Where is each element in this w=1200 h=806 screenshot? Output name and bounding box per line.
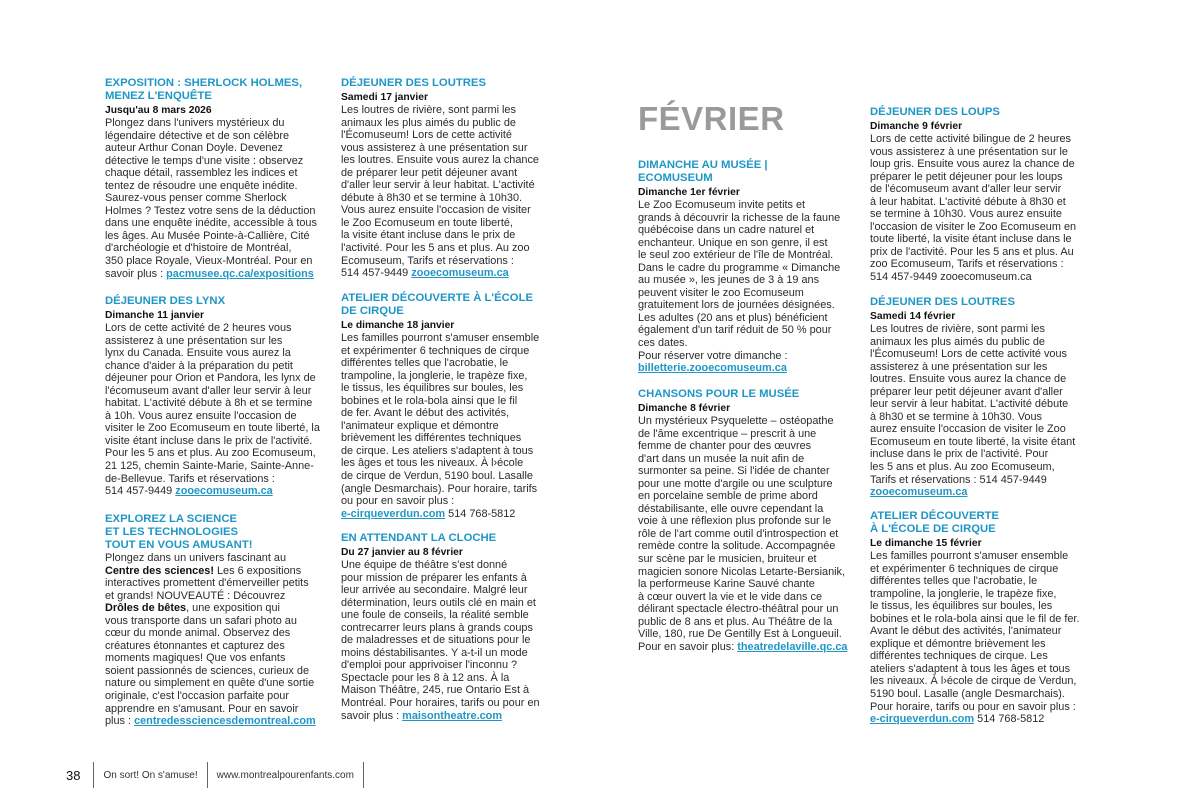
event-sherlock — [105, 77, 337, 280]
event-loups — [870, 106, 1102, 284]
event-date: Dimanche 9 février — [870, 121, 963, 132]
event-date: Dimanche 11 janvier — [105, 310, 205, 321]
event-body: Lors de cette activité de 2 heures vous assisterez à une présentation sur les lynx du Canada. Ensuite vous aurez la chance d'aider à la préparation du petit déjeuner pour Orion et Pandora, les lynx de l'écomuseum avant d'aller leur servir à leur habitat. L'activité débute à 8h et se termine à 10h. Vous aurez ensuite l'occasion de visiter le Zoo Ecomuseum en toute liberté, la visite étant incluse dans le prix de l'activité. Pour les 5 ans et plus. Au zoo Ecomuseum, 21 125, chemin Sainte-Marie, Sainte-Anne- de-Bellevue. Tarifs et réservations : 514 457-9449 zooecomuseum.ca — [105, 322, 320, 498]
event-date: Samedi 14 février — [870, 311, 956, 322]
cloche-link[interactable]: maisontheatre.com — [402, 709, 503, 722]
dimanche-musee-link[interactable]: billetterie.zooecomuseum.ca — [638, 362, 787, 375]
event-cirque-janvier — [341, 292, 573, 520]
event-body: Les familles pourront s'amuser ensemble et expérimenter 6 techniques de cirque différentes telles que l'acrobatie, le trampoline, la jonglerie, le trapèze fixe, le tissus, les équilibres sur boules, les bobines et le rola-bola ainsi que le fil de fer. Avant le début des activités, l'animateur explique et démontre brièvement les différentes techniques de cirque. Les ateliers s'adaptent à tous les âges et tous les niveaux. À l›école de cirque de Verdun, 5190 boul. Lasalle (angle Desmarchais). Pour horaire, tarifs ou pour en savoir plus : e-cirqueverdun.com 514 768-5812 — [870, 550, 1080, 726]
loutres-janvier-link[interactable]: zooecomuseum.ca — [411, 267, 509, 280]
event-title: EXPLOREZ LA SCIENCE ET LES TECHNOLOGIES TOUT EN VOUS AMUSANT! — [105, 513, 253, 551]
event-loutres-fevrier — [870, 296, 1102, 499]
footer-divider — [363, 762, 364, 788]
event-date: Jusqu'au 8 mars 2026 — [105, 105, 212, 116]
loutres-fevrier-link[interactable]: zooecomuseum.ca — [870, 486, 968, 499]
footer-tagline: On sort! On s'amuse! — [103, 769, 198, 781]
event-body: Le Zoo Ecomuseum invite petits et grands à découvrir la richesse de la faune québécoise dans un cadre naturel et enchanteur. Unique en son genre, il est le seul zoo extérieur de l'île de Montréal. Dans le cadre du programme « Dimanche au musée », les jeunes de 3 à 19 ans peuvent visiter le zoo Ecomuseum gratuitement lors de journées désignées. Les adultes (20 ans et plus) bénéficient également d'un tarif réduit de 50 % pour ces dates. Pour réserver votre dimanche : billetterie.zooecomuseum.ca — [638, 199, 841, 375]
event-body: Plongez dans l'univers mystérieux du légendaire détective et de son célèbre auteur Arthur Conan Doyle. Devenez détective le temps d'une visite : observez chaque détail, rassemblez les indices et tentez de résoudre une enquête inédite. Saurez-vous penser comme Sherlock Holmes ? Testez votre sens de la déduction dans une enquête inédite, accessible à tous les âges. Au Musée Pointe-à-Callière, Cité d'archéologie et d'histoire de Montréal, 350 place Royale, Vieux-Montréal. Pour en savoir plus : pacmusee.qc.ca/expositions — [105, 117, 317, 280]
lynx-link[interactable]: zooecomuseum.ca — [175, 485, 273, 498]
event-chansons — [638, 388, 870, 653]
chansons-link[interactable]: theatredelaville.qc.ca — [737, 640, 848, 653]
event-title: DÉJEUNER DES LOUPS — [870, 106, 1000, 118]
month-heading: FÉVRIER — [638, 100, 785, 137]
cirque-fevrier-link[interactable]: e-cirqueverdun.com — [870, 713, 975, 726]
event-title: EXPOSITION : SHERLOCK HOLMES, MENEZ L'ENQUÊTE — [105, 77, 303, 102]
footer-divider — [207, 762, 208, 788]
event-title: CHANSONS POUR LE MUSÉE — [638, 388, 800, 400]
footer-website[interactable]: www.montrealpourenfants.com — [216, 769, 354, 781]
footer-divider — [93, 762, 94, 788]
event-body: Plongez dans un univers fascinant au Centre des sciences! Les 6 expositions interactives promettent d'émerveiller petits et grands! NOUVEAUTÉ : Découvrez Drôles de bêtes, une exposition qui vous transporte dans un safari photo au cœur du monde animal. Observez des créatures étonnantes et capturez des moments magiques! Que vos enfants soient passionnés de sciences, curieux de nature ou simplement en quête d'une sortie originale, c'est l'occasion parfaite pour apprendre en s'amusant. Pour en savoir plus : centredessciencesdemontreal.com — [105, 552, 316, 728]
event-title: DÉJEUNER DES LOUTRES — [341, 77, 487, 89]
event-body: Les familles pourront s'amuser ensemble et expérimenter 6 techniques de cirque différentes telles que l'acrobatie, le trampoline, la jonglerie, le trapèze fixe, le tissus, les équilibres sur boules, les bobines et le rola-bola ainsi que le fil de fer. Avant le début des activités, l'animateur explique et démontre brièvement les différentes techniques de cirque. Les ateliers s'adaptent à tous les âges et tous les niveaux. À l›école de cirque de Verdun, 5190 boul. Lasalle (angle Desmarchais). Pour horaire, tarifs ou pour en savoir plus : e-cirqueverdun.com 514 768-5812 — [341, 332, 540, 520]
event-lynx — [105, 295, 337, 498]
event-date: Du 27 janvier au 8 février — [341, 547, 463, 558]
page-footer — [66, 764, 373, 786]
event-title: ATELIER DÉCOUVERTE À L'ÉCOLE DE CIRQUE — [341, 292, 534, 317]
event-title: DIMANCHE AU MUSÉE | ECOMUSEUM — [638, 159, 768, 184]
event-body: Lors de cette activité bilingue de 2 heures vous assisterez à une présentation sur le loup gris. Ensuite vous aurez la chance de préparer le petit déjeuner pour les loups de l'écomuseum avant d'aller leur servir à leur habitat. L'activité débute à 8h30 et se termine à 10h30. Vous aurez ensuite l'occasion de visiter le Zoo Ecomuseum en toute liberté, la visite étant incluse dans le prix de l'activité. Pour les 5 ans et plus. Au zoo Ecomuseum, Tarifs et réservations : 514 457-9449 zooecomuseum.ca — [870, 133, 1077, 284]
event-cirque-fevrier — [870, 510, 1102, 726]
page-number: 38 — [66, 767, 81, 783]
event-body: Un mystérieux Psyquelette – ostéopathe de l'âme excentrique – prescrit à une femme de chanter pour des œuvres d'art dans un musée la nuit afin de surmonter sa peine. Si l'idée de chanter pour une motte d'argile ou une sculpture en porcelaine semble de prime abord déstabilisante, elle ouvre cependant la voie à une réflexion plus profonde sur le rôle de l'art comme outil d'introspection et remède contre la solitude. Accompagnée sur scène par le musicien, bruiteur et magicien sonore Nicolas Letarte-Bersianik, la performeuse Karine Sauvé chante à cœur ouvert la vie et le vide dans ce délirant spectacle électro-théâtral pour un public de 8 ans et plus. Au Théâtre de la Ville, 180, rue De Gentilly Est à Longueuil. Pour en savoir plus: theatredelaville.qc.ca — [638, 415, 848, 653]
event-date: Dimanche 1er février — [638, 187, 740, 198]
event-body: Les loutres de rivière, sont parmi les animaux les plus aimés du public de l'Écomuseum! Lors de cette activité vous assisterez à une présentation sur les loutres. Ensuite vous aurez la chance de préparer leur petit déjeuner avant d'aller leur servir à leur habitat. L'activité débute à 8h30 et se termine à 10h30. Vous aurez ensuite l'occasion de visiter le Zoo Ecomuseum en toute liberté, la visite étant incluse dans le prix de l'activité. Pour les 5 ans et plus. Au zoo Ecomuseum, Tarifs et réservations : 514 457-9449 zooecomuseum.ca — [870, 323, 1076, 499]
event-title: DÉJEUNER DES LYNX — [105, 295, 226, 307]
event-date: Le dimanche 18 janvier — [341, 320, 455, 331]
event-date: Samedi 17 janvier — [341, 92, 429, 103]
sherlock-link[interactable]: pacmusee.qc.ca/expositions — [166, 267, 314, 280]
event-title: ATELIER DÉCOUVERTE À L'ÉCOLE DE CIRQUE — [870, 510, 1000, 535]
event-body: Les loutres de rivière, sont parmi les animaux les plus aimés du public de l'Écomuseum! Lors de cette activité vous assisterez à une présentation sur les loutres. Ensuite vous aurez la chance de préparer leur petit déjeuner avant d'aller leur servir à leur habitat. L'activité débute à 8h30 et se termine à 10h30. Vous aurez ensuite l'occasion de visiter le Zoo Ecomuseum en toute liberté, la visite étant incluse dans le prix de l'activité. Pour les 5 ans et plus. Au zoo Ecomuseum, Tarifs et réservations : 514 457-9449 zooecomuseum.ca — [341, 104, 539, 280]
event-cloche — [341, 532, 573, 722]
event-science — [105, 513, 337, 728]
event-date: Dimanche 8 février — [638, 403, 731, 414]
event-date: Le dimanche 15 février — [870, 538, 982, 549]
event-body: Une équipe de théâtre s'est donné pour mission de préparer les enfants à leur arrivée au secondaire. Malgré leur détermination, leurs outils clé en main et une foule de conseils, la réalité semble contrecarrer leurs plans à grands coups de maladresses et de situations pour le moins déstabilisantes. Y a-t-il un mode d'emploi pour apprivoiser l'inconnu ? Spectacle pour les 8 à 12 ans. À la Maison Théâtre, 245, rue Ontario Est à Montréal. Pour horaires, tarifs ou pour en savoir plus : maisontheatre.com — [341, 559, 540, 722]
event-title: DÉJEUNER DES LOUTRES — [870, 296, 1016, 308]
event-loutres-janvier — [341, 77, 573, 280]
event-title: EN ATTENDANT LA CLOCHE — [341, 532, 497, 544]
science-link[interactable]: centredessciencesdemontreal.com — [134, 715, 316, 728]
event-dimanche-musee — [638, 159, 870, 375]
cirque-janvier-link[interactable]: e-cirqueverdun.com — [341, 507, 446, 520]
